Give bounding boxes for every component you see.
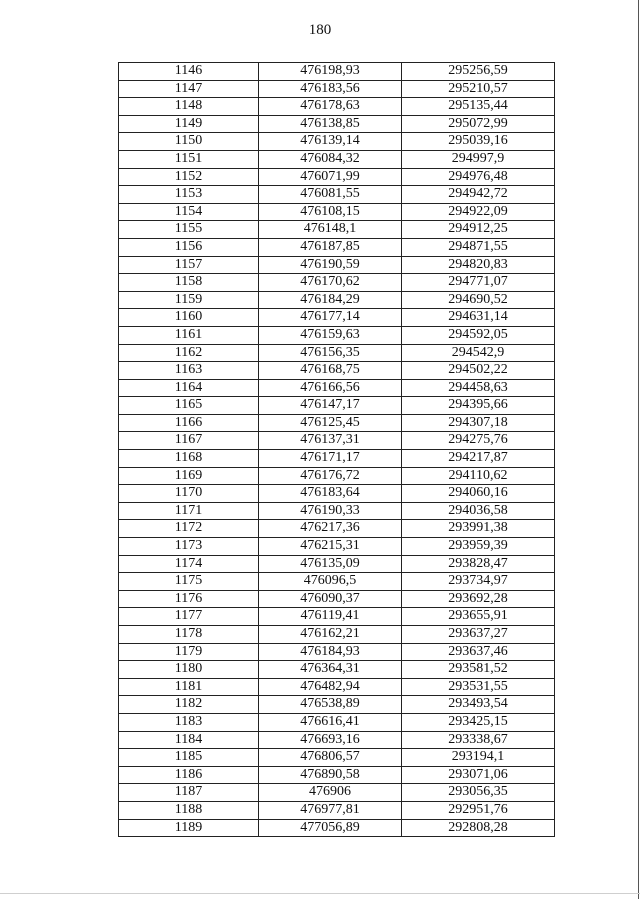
table-row <box>119 626 555 644</box>
point-number-cell: 1169 <box>119 467 259 485</box>
table-row <box>119 344 555 362</box>
y-coordinate-cell: 294592,05 <box>402 326 555 344</box>
y-coordinate-cell: 294820,83 <box>402 256 555 274</box>
point-number-cell: 1153 <box>119 186 259 204</box>
table-row <box>119 80 555 98</box>
y-coordinate-cell: 293637,46 <box>402 643 555 661</box>
table-row <box>119 133 555 151</box>
x-coordinate-cell: 476693,16 <box>259 731 402 749</box>
x-coordinate-cell: 476108,15 <box>259 203 402 221</box>
x-coordinate-cell: 476806,57 <box>259 749 402 767</box>
point-number-cell: 1187 <box>119 784 259 802</box>
x-coordinate-cell: 476906 <box>259 784 402 802</box>
table-row <box>119 274 555 292</box>
table-row <box>119 555 555 573</box>
x-coordinate-cell: 476090,37 <box>259 590 402 608</box>
y-coordinate-cell: 294275,76 <box>402 432 555 450</box>
point-number-cell: 1170 <box>119 485 259 503</box>
y-coordinate-cell: 293637,27 <box>402 626 555 644</box>
coordinates-table-body <box>119 63 555 837</box>
table-row <box>119 309 555 327</box>
table-row <box>119 731 555 749</box>
y-coordinate-cell: 295039,16 <box>402 133 555 151</box>
x-coordinate-cell: 476890,58 <box>259 766 402 784</box>
table-row <box>119 801 555 819</box>
y-coordinate-cell: 294110,62 <box>402 467 555 485</box>
x-coordinate-cell: 476162,21 <box>259 626 402 644</box>
point-number-cell: 1188 <box>119 801 259 819</box>
point-number-cell: 1181 <box>119 678 259 696</box>
x-coordinate-cell: 476184,29 <box>259 291 402 309</box>
table-row <box>119 520 555 538</box>
point-number-cell: 1152 <box>119 168 259 186</box>
x-coordinate-cell: 476168,75 <box>259 362 402 380</box>
x-coordinate-cell: 476190,59 <box>259 256 402 274</box>
point-number-cell: 1180 <box>119 661 259 679</box>
table-row <box>119 661 555 679</box>
y-coordinate-cell: 293338,67 <box>402 731 555 749</box>
table-row <box>119 203 555 221</box>
table-row <box>119 538 555 556</box>
point-number-cell: 1174 <box>119 555 259 573</box>
page-number: 180 <box>308 22 332 38</box>
point-number-cell: 1182 <box>119 696 259 714</box>
table-row <box>119 238 555 256</box>
x-coordinate-cell: 476096,5 <box>259 573 402 591</box>
x-coordinate-cell: 476135,09 <box>259 555 402 573</box>
y-coordinate-cell: 294871,55 <box>402 238 555 256</box>
y-coordinate-cell: 294997,9 <box>402 150 555 168</box>
point-number-cell: 1165 <box>119 397 259 415</box>
x-coordinate-cell: 476183,56 <box>259 80 402 98</box>
table-row <box>119 63 555 81</box>
y-coordinate-cell: 292951,76 <box>402 801 555 819</box>
point-number-cell: 1177 <box>119 608 259 626</box>
x-coordinate-cell: 476217,36 <box>259 520 402 538</box>
table-row <box>119 379 555 397</box>
point-number-cell: 1164 <box>119 379 259 397</box>
y-coordinate-cell: 293828,47 <box>402 555 555 573</box>
page-bottom-edge <box>0 893 640 894</box>
y-coordinate-cell: 293194,1 <box>402 749 555 767</box>
table-row <box>119 150 555 168</box>
x-coordinate-cell: 476139,14 <box>259 133 402 151</box>
x-coordinate-cell: 476482,94 <box>259 678 402 696</box>
y-coordinate-cell: 294458,63 <box>402 379 555 397</box>
y-coordinate-cell: 293071,06 <box>402 766 555 784</box>
table-row <box>119 397 555 415</box>
x-coordinate-cell: 476147,17 <box>259 397 402 415</box>
point-number-cell: 1151 <box>119 150 259 168</box>
y-coordinate-cell: 295072,99 <box>402 115 555 133</box>
y-coordinate-cell: 293531,55 <box>402 678 555 696</box>
table-row <box>119 590 555 608</box>
y-coordinate-cell: 293959,39 <box>402 538 555 556</box>
table-row <box>119 573 555 591</box>
table-row <box>119 168 555 186</box>
x-coordinate-cell: 476183,64 <box>259 485 402 503</box>
y-coordinate-cell: 294976,48 <box>402 168 555 186</box>
point-number-cell: 1168 <box>119 450 259 468</box>
y-coordinate-cell: 294631,14 <box>402 309 555 327</box>
y-coordinate-cell: 294502,22 <box>402 362 555 380</box>
point-number-cell: 1189 <box>119 819 259 837</box>
table-row <box>119 502 555 520</box>
y-coordinate-cell: 294307,18 <box>402 414 555 432</box>
point-number-cell: 1148 <box>119 98 259 116</box>
table-row <box>119 485 555 503</box>
y-coordinate-cell: 293734,97 <box>402 573 555 591</box>
point-number-cell: 1185 <box>119 749 259 767</box>
table-row <box>119 221 555 239</box>
x-coordinate-cell: 477056,89 <box>259 819 402 837</box>
x-coordinate-cell: 476119,41 <box>259 608 402 626</box>
y-coordinate-cell: 293425,15 <box>402 713 555 731</box>
y-coordinate-cell: 293493,54 <box>402 696 555 714</box>
point-number-cell: 1186 <box>119 766 259 784</box>
table-row <box>119 643 555 661</box>
x-coordinate-cell: 476125,45 <box>259 414 402 432</box>
x-coordinate-cell: 476138,85 <box>259 115 402 133</box>
y-coordinate-cell: 294036,58 <box>402 502 555 520</box>
table-row <box>119 326 555 344</box>
point-number-cell: 1160 <box>119 309 259 327</box>
table-row <box>119 467 555 485</box>
table-row <box>119 256 555 274</box>
y-coordinate-cell: 294922,09 <box>402 203 555 221</box>
x-coordinate-cell: 476071,99 <box>259 168 402 186</box>
y-coordinate-cell: 294771,07 <box>402 274 555 292</box>
x-coordinate-cell: 476159,63 <box>259 326 402 344</box>
point-number-cell: 1167 <box>119 432 259 450</box>
point-number-cell: 1166 <box>119 414 259 432</box>
x-coordinate-cell: 476177,14 <box>259 309 402 327</box>
y-coordinate-cell: 294217,87 <box>402 450 555 468</box>
point-number-cell: 1159 <box>119 291 259 309</box>
y-coordinate-cell: 293692,28 <box>402 590 555 608</box>
y-coordinate-cell: 294690,52 <box>402 291 555 309</box>
table-row <box>119 696 555 714</box>
table-row <box>119 432 555 450</box>
point-number-cell: 1154 <box>119 203 259 221</box>
table-row <box>119 713 555 731</box>
point-number-cell: 1161 <box>119 326 259 344</box>
x-coordinate-cell: 476178,63 <box>259 98 402 116</box>
x-coordinate-cell: 476184,93 <box>259 643 402 661</box>
table-row <box>119 784 555 802</box>
table-row <box>119 678 555 696</box>
y-coordinate-cell: 295210,57 <box>402 80 555 98</box>
point-number-cell: 1155 <box>119 221 259 239</box>
table-row <box>119 766 555 784</box>
y-coordinate-cell: 295135,44 <box>402 98 555 116</box>
table-row <box>119 450 555 468</box>
x-coordinate-cell: 476156,35 <box>259 344 402 362</box>
point-number-cell: 1163 <box>119 362 259 380</box>
point-number-cell: 1158 <box>119 274 259 292</box>
point-number-cell: 1178 <box>119 626 259 644</box>
point-number-cell: 1172 <box>119 520 259 538</box>
x-coordinate-cell: 476170,62 <box>259 274 402 292</box>
y-coordinate-cell: 293655,91 <box>402 608 555 626</box>
point-number-cell: 1171 <box>119 502 259 520</box>
y-coordinate-cell: 293581,52 <box>402 661 555 679</box>
point-number-cell: 1157 <box>119 256 259 274</box>
x-coordinate-cell: 476616,41 <box>259 713 402 731</box>
point-number-cell: 1149 <box>119 115 259 133</box>
x-coordinate-cell: 476187,85 <box>259 238 402 256</box>
x-coordinate-cell: 476198,93 <box>259 63 402 81</box>
table-row <box>119 414 555 432</box>
table-row <box>119 291 555 309</box>
x-coordinate-cell: 476190,33 <box>259 502 402 520</box>
point-number-cell: 1162 <box>119 344 259 362</box>
y-coordinate-cell: 294542,9 <box>402 344 555 362</box>
point-number-cell: 1179 <box>119 643 259 661</box>
table-row <box>119 749 555 767</box>
table-row <box>119 98 555 116</box>
table-row <box>119 362 555 380</box>
table-row <box>119 819 555 837</box>
x-coordinate-cell: 476084,32 <box>259 150 402 168</box>
point-number-cell: 1183 <box>119 713 259 731</box>
y-coordinate-cell: 294942,72 <box>402 186 555 204</box>
point-number-cell: 1184 <box>119 731 259 749</box>
y-coordinate-cell: 293056,35 <box>402 784 555 802</box>
y-coordinate-cell: 294060,16 <box>402 485 555 503</box>
point-number-cell: 1156 <box>119 238 259 256</box>
x-coordinate-cell: 476977,81 <box>259 801 402 819</box>
point-number-cell: 1175 <box>119 573 259 591</box>
y-coordinate-cell: 292808,28 <box>402 819 555 837</box>
y-coordinate-cell: 293991,38 <box>402 520 555 538</box>
point-number-cell: 1147 <box>119 80 259 98</box>
y-coordinate-cell: 294395,66 <box>402 397 555 415</box>
point-number-cell: 1176 <box>119 590 259 608</box>
x-coordinate-cell: 476166,56 <box>259 379 402 397</box>
x-coordinate-cell: 476538,89 <box>259 696 402 714</box>
x-coordinate-cell: 476364,31 <box>259 661 402 679</box>
table-row <box>119 115 555 133</box>
coordinates-table <box>118 62 555 837</box>
x-coordinate-cell: 476081,55 <box>259 186 402 204</box>
x-coordinate-cell: 476176,72 <box>259 467 402 485</box>
point-number-cell: 1173 <box>119 538 259 556</box>
y-coordinate-cell: 295256,59 <box>402 63 555 81</box>
table-row <box>119 186 555 204</box>
x-coordinate-cell: 476171,17 <box>259 450 402 468</box>
point-number-cell: 1146 <box>119 63 259 81</box>
y-coordinate-cell: 294912,25 <box>402 221 555 239</box>
x-coordinate-cell: 476148,1 <box>259 221 402 239</box>
x-coordinate-cell: 476137,31 <box>259 432 402 450</box>
table-row <box>119 608 555 626</box>
x-coordinate-cell: 476215,31 <box>259 538 402 556</box>
point-number-cell: 1150 <box>119 133 259 151</box>
